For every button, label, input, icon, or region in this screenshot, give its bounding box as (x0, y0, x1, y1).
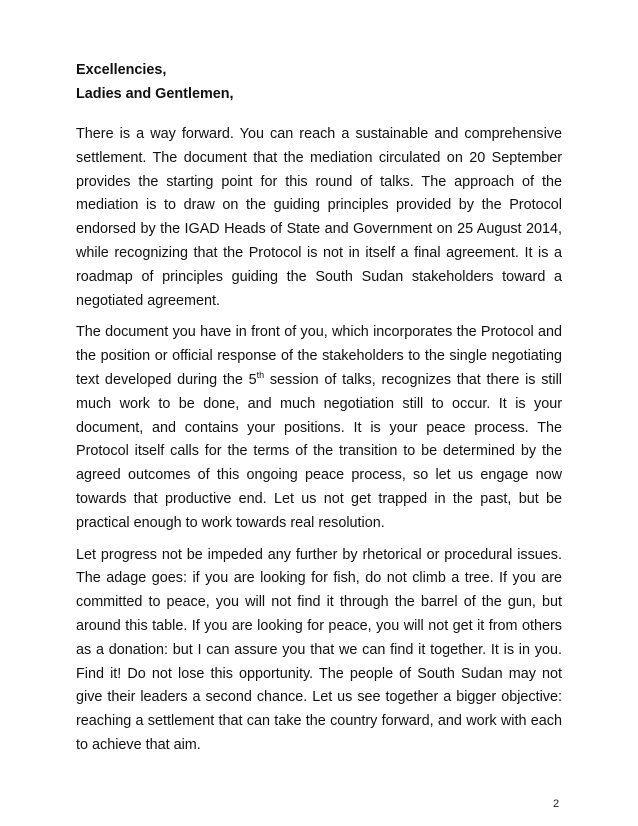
paragraph-1: There is a way forward. You can reach a sustainable and comprehensive settlement. The document that the mediation circulated on 20 September provides the starting point for this round of talks. The approach of the mediation is to draw on the guiding principles provided by the Protocol endorsed by the IGAD Heads of State and Government on 25 August 2014, while recognizing that the Protocol is not in itself a final agreement. It is a roadmap of principles guiding the South Sudan stakeholders toward a negotiated agreement. (76, 126, 562, 309)
paragraph-2 (76, 321, 562, 535)
paragraph-2-part-1: The document you have in front of you, which incorporates the Protocol and the position or official response of the stakeholders to the single negotiating text developed during the 5 (76, 324, 562, 388)
page-content (76, 58, 562, 758)
paragraph-2-part-2: session of talks, recognizes that there is still much work to be done, and much negotiation still to occur. It is your document, and contains your positions. It is your peace process. The Protocol itself calls for the terms of the transition to be determined by the agreed outcomes of this ongoing peace process, so let us engage now towards that productive end. Let us not get trapped in the past, but be practical enough to work towards real resolution. (76, 371, 562, 531)
page-number: 2 (553, 798, 560, 810)
salutation-line-1: Excellencies, (76, 62, 167, 78)
paragraph-3: Let progress not be impeded any further by rhetorical or procedural issues. The adage goes: if you are looking for fish, do not climb a tree. If you are committed to peace, you will not find it through the barrel of the gun, but around this table. If you are looking for peace, you will not get it from others as a donation: but I can assure you that we can find it together. It is in you. Find it! Do not lose this opportunity. The people of South Sudan may not give their leaders a second chance. Let us see together a bigger objective: reaching a settlement that can take the country forward, and work with each to achieve that aim. (76, 546, 562, 753)
salutation-line-2: Ladies and Gentlemen, (76, 86, 234, 102)
ordinal-suffix: th (256, 370, 265, 381)
